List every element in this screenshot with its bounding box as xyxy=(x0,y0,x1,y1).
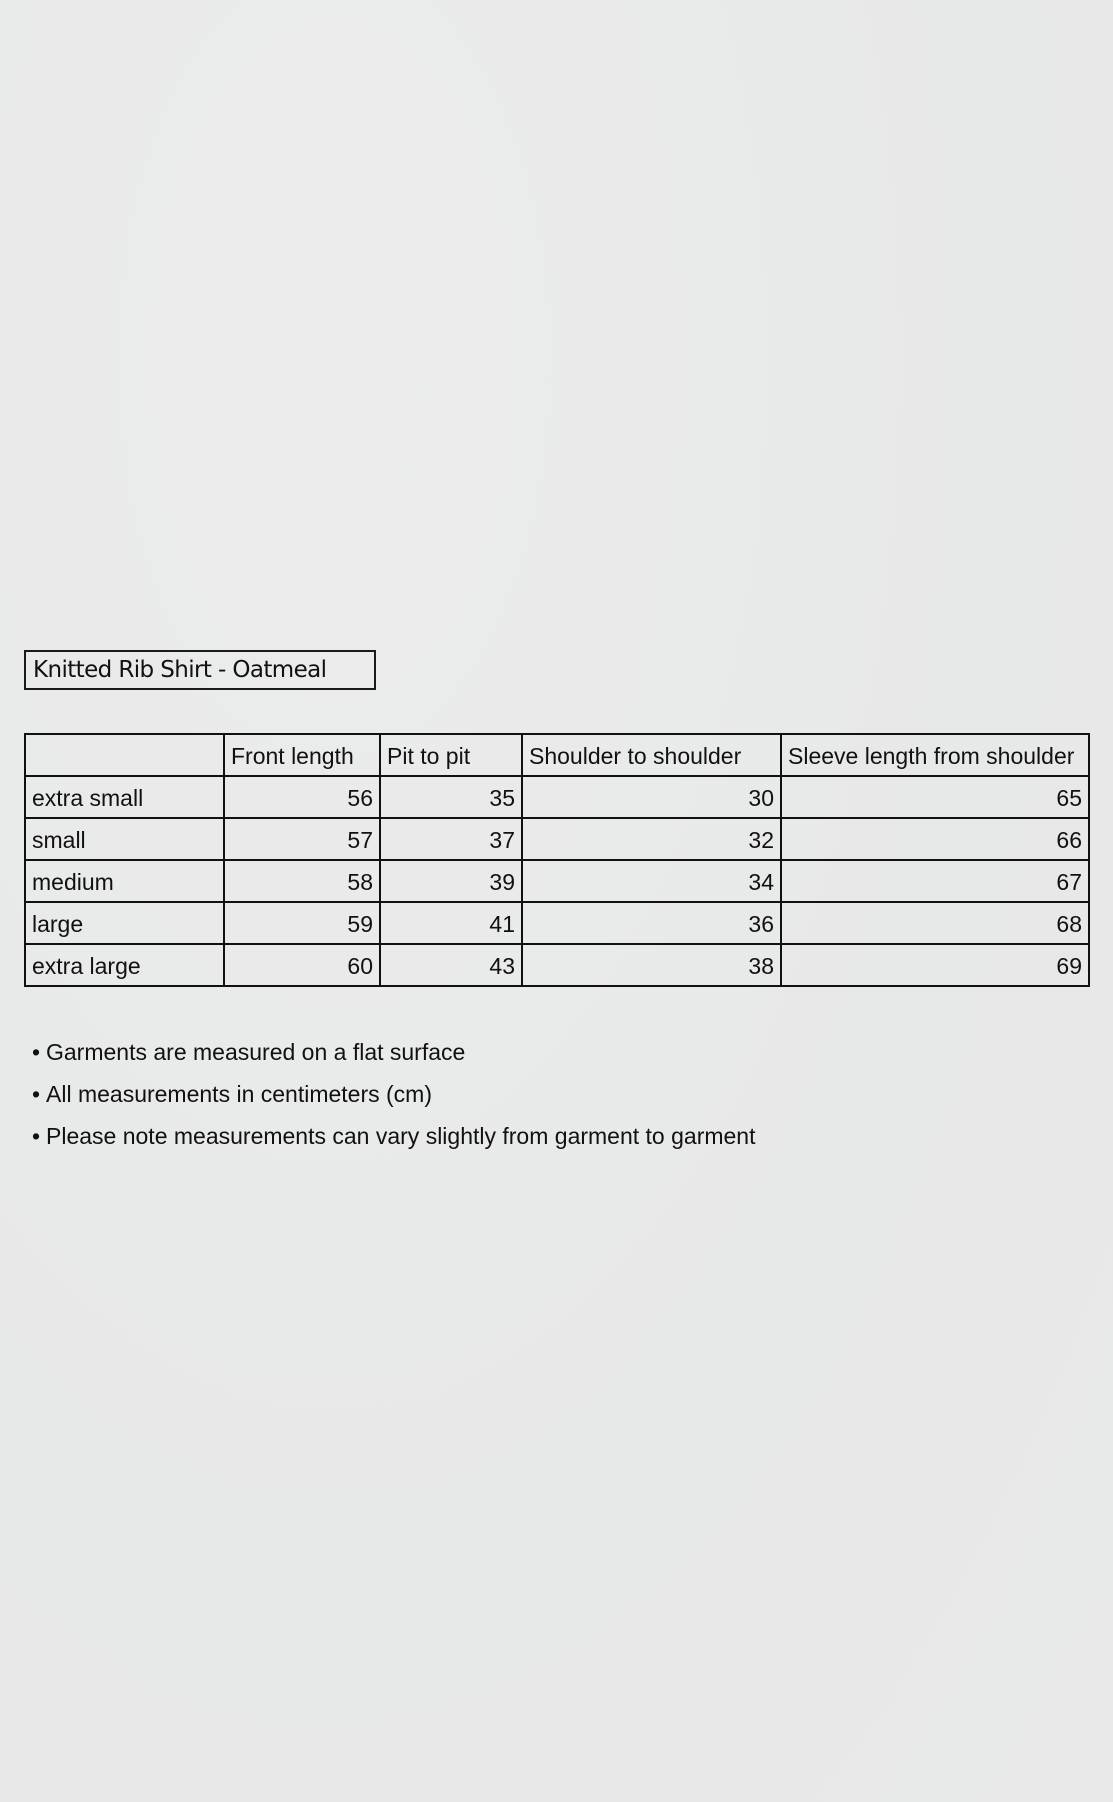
header-size xyxy=(25,734,224,776)
table-row xyxy=(25,860,1089,902)
size-label: extra small xyxy=(25,776,224,818)
bullet-icon: • xyxy=(32,1081,41,1107)
pit-to-pit-value: 35 xyxy=(380,776,522,818)
header-pit-to-pit: Pit to pit xyxy=(380,734,522,776)
size-chart-table xyxy=(24,733,1090,987)
size-label: medium xyxy=(25,860,224,902)
sleeve-length-value: 69 xyxy=(781,944,1089,986)
pit-to-pit-value: 43 xyxy=(380,944,522,986)
pit-to-pit-value: 39 xyxy=(380,860,522,902)
header-front-length: Front length xyxy=(224,734,380,776)
size-label: small xyxy=(25,818,224,860)
sleeve-length-value: 68 xyxy=(781,902,1089,944)
size-label: large xyxy=(25,902,224,944)
size-label: extra large xyxy=(25,944,224,986)
product-title-text: Knitted Rib Shirt - Oatmeal xyxy=(33,657,327,683)
pit-to-pit-value: 41 xyxy=(380,902,522,944)
shoulder-value: 30 xyxy=(522,776,781,818)
note-text: Garments are measured on a flat surface xyxy=(46,1039,466,1065)
bullet-icon: • xyxy=(32,1039,41,1065)
front-length-value: 57 xyxy=(224,818,380,860)
front-length-value: 58 xyxy=(224,860,380,902)
shoulder-value: 34 xyxy=(522,860,781,902)
header-shoulder-to-shoulder: Shoulder to shoulder xyxy=(522,734,781,776)
sleeve-length-value: 65 xyxy=(781,776,1089,818)
table-row xyxy=(25,902,1089,944)
front-length-value: 60 xyxy=(224,944,380,986)
sleeve-length-value: 66 xyxy=(781,818,1089,860)
pit-to-pit-value: 37 xyxy=(380,818,522,860)
note-text: Please note measurements can vary slightly from garment to garment xyxy=(46,1123,756,1149)
measurement-notes xyxy=(32,1031,756,1157)
note-text: All measurements in centimeters (cm) xyxy=(46,1081,432,1107)
table-row xyxy=(25,818,1089,860)
shoulder-value: 38 xyxy=(522,944,781,986)
front-length-value: 56 xyxy=(224,776,380,818)
note-item xyxy=(32,1115,756,1157)
sleeve-length-value: 67 xyxy=(781,860,1089,902)
table-row xyxy=(25,944,1089,986)
shoulder-value: 36 xyxy=(522,902,781,944)
note-item xyxy=(32,1073,756,1115)
header-sleeve-length: Sleeve length from shoulder xyxy=(781,734,1089,776)
bullet-icon: • xyxy=(32,1123,41,1149)
table-row xyxy=(25,776,1089,818)
product-title xyxy=(24,650,376,690)
table-header-row xyxy=(25,734,1089,776)
note-item xyxy=(32,1031,756,1073)
shoulder-value: 32 xyxy=(522,818,781,860)
front-length-value: 59 xyxy=(224,902,380,944)
